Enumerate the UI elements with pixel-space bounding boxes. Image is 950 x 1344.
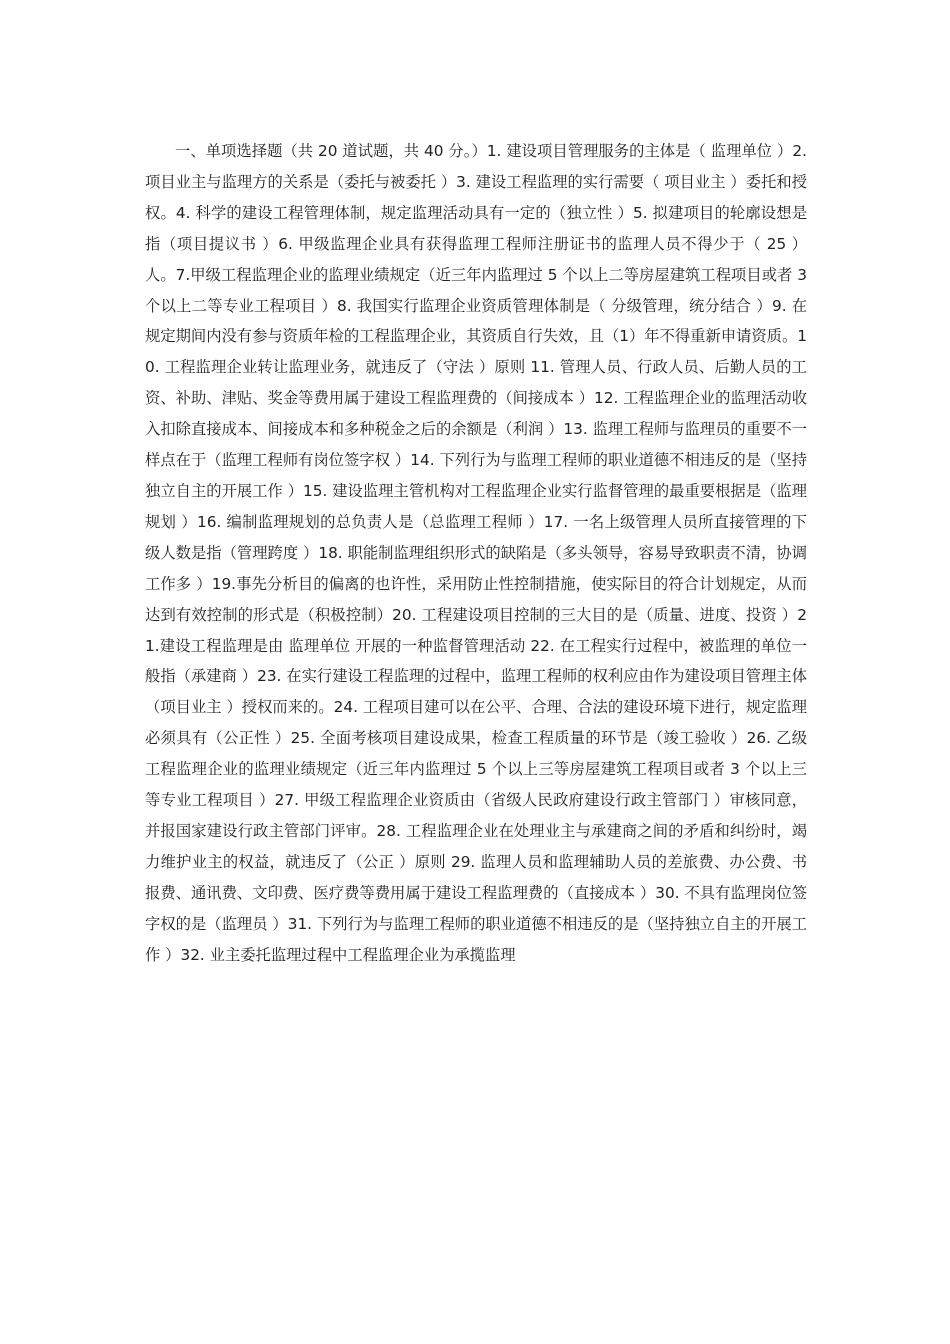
- exam-questions-paragraph: 一、单项选择题（共 20 道试题，共 40 分。）1. 建设项目管理服务的主体是（ 监理单位 ）2.项目业主与监理方的关系是（委托与被委托 ）3. 建设工程监理的实行需要（ 项目业主 ）委托和授权。4. 科学的建设工程管理体制，规定监理活动具有一定的（独立性 ）5. 拟建项目的轮廓设想是指（项目提议书 ）6. 甲级监理企业具有获得监理工程师注册证书的监理人员不得少于（ 25 ）人。7.甲级工程监理企业的监理业绩规定（近三年内监理过 5 个以上二等房屋建筑工程项目或者 3 个以上二等专业工程项目 ）8. 我国实行监理企业资质管理体制是（ 分级管理，统分结合 ）9. 在规定期间内没有参与资质年检的工程监理企业，其资质自行失效，且（1）年不得重新申请资质。10. 工程监理企业转让监理业务，就违反了（守法 ）原则 11. 管理人员、行政人员、后勤人员的工资、补助、津贴、奖金等费用属于建设工程监理费的（间接成本 ）12. 工程监理企业的监理活动收入扣除直接成本、间接成本和多种税金之后的余额是（利润 ）13. 监理工程师与监理员的重要不一样点在于（监理工程师有岗位签字权 ）14. 下列行为与监理工程师的职业道德不相违反的是（坚持独立自主的开展工作 ）15. 建设监理主管机构对工程监理企业实行监督管理的最重要根据是（监理规划 ）16. 编制监理规划的总负责人是（总监理工程师 ）17. 一名上级管理人员所直接管理的下级人数是指（管理跨度 ）18. 职能制监理组织形式的缺陷是（多头领导，容易导致职责不清，协调工作多 ）19.事先分析目的偏离的也许性，采用防止性控制措施，使实际目的符合计划规定，从而达到有效控制的形式是（积极控制）20. 工程建设项目控制的三大目的是（质量、进度、投资 ）21.建设工程监理是由 监理单位 开展的一种监督管理活动 22. 在工程实行过程中，被监理的单位一般指（承建商 ）23. 在实行建设工程监理的过程中，监理工程师的权利应由作为建设项目管理主体（项目业主 ）授权而来的。24. 工程项目建可以在公平、合理、合法的建设环境下进行，规定监理必须具有（公正性 ）25. 全面考核项目建设成果，检查工程质量的环节是（竣工验收 ）26. 乙级工程监理企业的监理业绩规定（近三年内监理过 5 个以上三等房屋建筑工程项目或者 3 个以上三等专业工程项目 ）27. 甲级工程监理企业资质由（省级人民政府建设行政主管部门 ）审核同意，并报国家建设行政主管部门评审。28. 工程监理企业在处理业主与承建商之间的矛盾和纠纷时，竭力维护业主的权益，就违反了（公正 ）原则 29. 监理人员和监理辅助人员的差旅费、办公费、书报费、通讯费、文印费、医疗费等费用属于建设工程监理费的（直接成本 ）30. 不具有监理岗位签字权的是（监理员 ）31. 下列行为与监理工程师的职业道德不相违反的是（坚持独立自主的开展工作 ）32. 业主委托监理过程中工程监理企业为承揽监理: [145, 142, 807, 964]
- document-page: [145, 136, 807, 970]
